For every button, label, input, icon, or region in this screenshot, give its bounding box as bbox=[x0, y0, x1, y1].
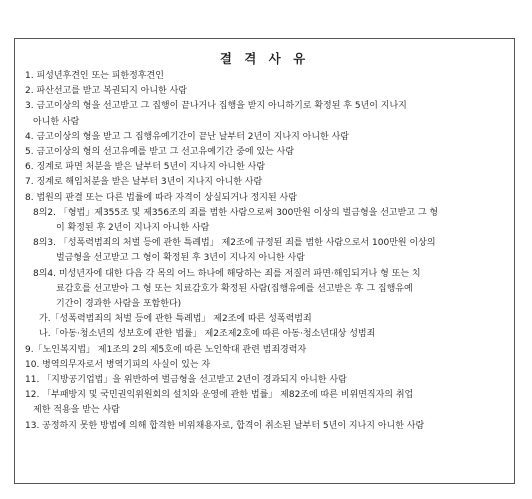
list-item: 9.「노인복지법」 제1조의 2의 제5호에 따른 노인학대 관련 범죄경력자 bbox=[25, 344, 307, 355]
list-item: 10. 병역의무자로서 병역기피의 사실이 있는 자 bbox=[25, 359, 211, 370]
list-item: 12. 「부패방지 및 국민권익위원회의 설치와 운영에 관한 법률」 제82조에 따른 비위면직자의 취업 bbox=[25, 390, 414, 401]
list-item-continuation: 기간이 경과한 사람을 포함한다) bbox=[56, 299, 182, 310]
list-item: 1. 피성년후견인 또는 피한정후견인 bbox=[25, 71, 164, 81]
list-item: 7. 징계로 해임처분을 받은 날부터 3년이 지나지 아니한 사람 bbox=[25, 177, 263, 188]
list-item: 8의2. 「형법」제355조 및 제356조의 죄를 범한 사람으로써 300만원 이상의 벌금형을 선고받고 그 형 bbox=[33, 207, 439, 218]
list-item-continuation: 벌금형을 선고받고 그 형이 확정된 후 3년이 지나지 아니한 사람 bbox=[56, 253, 305, 264]
list-item-continuation: 제한 적용을 받는 사람 bbox=[33, 405, 120, 416]
disqualification-list bbox=[25, 69, 510, 434]
list-item: 3. 금고이상의 형을 선고받고 그 집행이 끝나거나 집행을 받지 아니하기로 확정된 후 5년이 지나지 bbox=[25, 101, 407, 112]
list-item: 4. 금고이상의 형을 받고 그 집행유예기간이 끝난 날부터 2년이 지나지 아니한 사람 bbox=[25, 131, 349, 142]
list-item: 8의4. 미성년자에 대한 다음 각 목의 어느 하나에 해당하는 죄를 저질러 파면·해임되거나 형 또는 치 bbox=[33, 268, 421, 279]
list-subitem: 가.「성폭력범죄의 처벌 등에 관한 특례법」 제2조에 따른 성폭력범죄 bbox=[39, 314, 312, 325]
list-item: 8의3. 「성폭력범죄의 처벌 등에 관한 특례법」 제2조에 규정된 죄를 범한 사람으로서 100만원 이상의 bbox=[33, 238, 436, 249]
list-item-continuation: 이 확정된 후 2년이 지나지 아니한 사람 bbox=[56, 223, 210, 234]
list-item: 2. 파산선고를 받고 복권되지 아니한 사람 bbox=[25, 86, 187, 97]
list-item-continuation: 료감호를 선고받아 그 형 또는 치료감호가 확정된 사람(집행유예를 선고받은 후 그 집행유예 bbox=[56, 283, 413, 294]
list-item: 13. 공정하지 못한 방법에 의해 합격한 비위채용자로, 합격이 취소된 날부터 5년이 지나지 아니한 사람 bbox=[25, 420, 425, 431]
list-item-continuation: 아니한 사람 bbox=[33, 116, 80, 127]
list-item: 6. 징계로 파면 처분을 받은 날부터 5년이 지나지 아니한 사람 bbox=[25, 162, 266, 173]
list-item: 11. 「지방공기업법」을 위반하여 벌금형을 선고받고 2년이 경과되지 아니한 사람 bbox=[25, 375, 347, 386]
list-subitem: 나.「아동·청소년의 성보호에 관한 법률」 제2조제2호에 따른 아동·청소년대상 성범죄 bbox=[39, 329, 376, 340]
list-item: 5. 금고이상의 형의 선고유예를 받고 그 선고유예기간 중에 있는 사람 bbox=[25, 147, 295, 158]
list-item: 8. 법원의 판결 또는 다른 법률에 따라 자격이 상실되거나 정지된 사람 bbox=[25, 192, 297, 203]
disqualification-box bbox=[14, 38, 515, 484]
document-title: 결 격 사 유 bbox=[219, 51, 310, 66]
